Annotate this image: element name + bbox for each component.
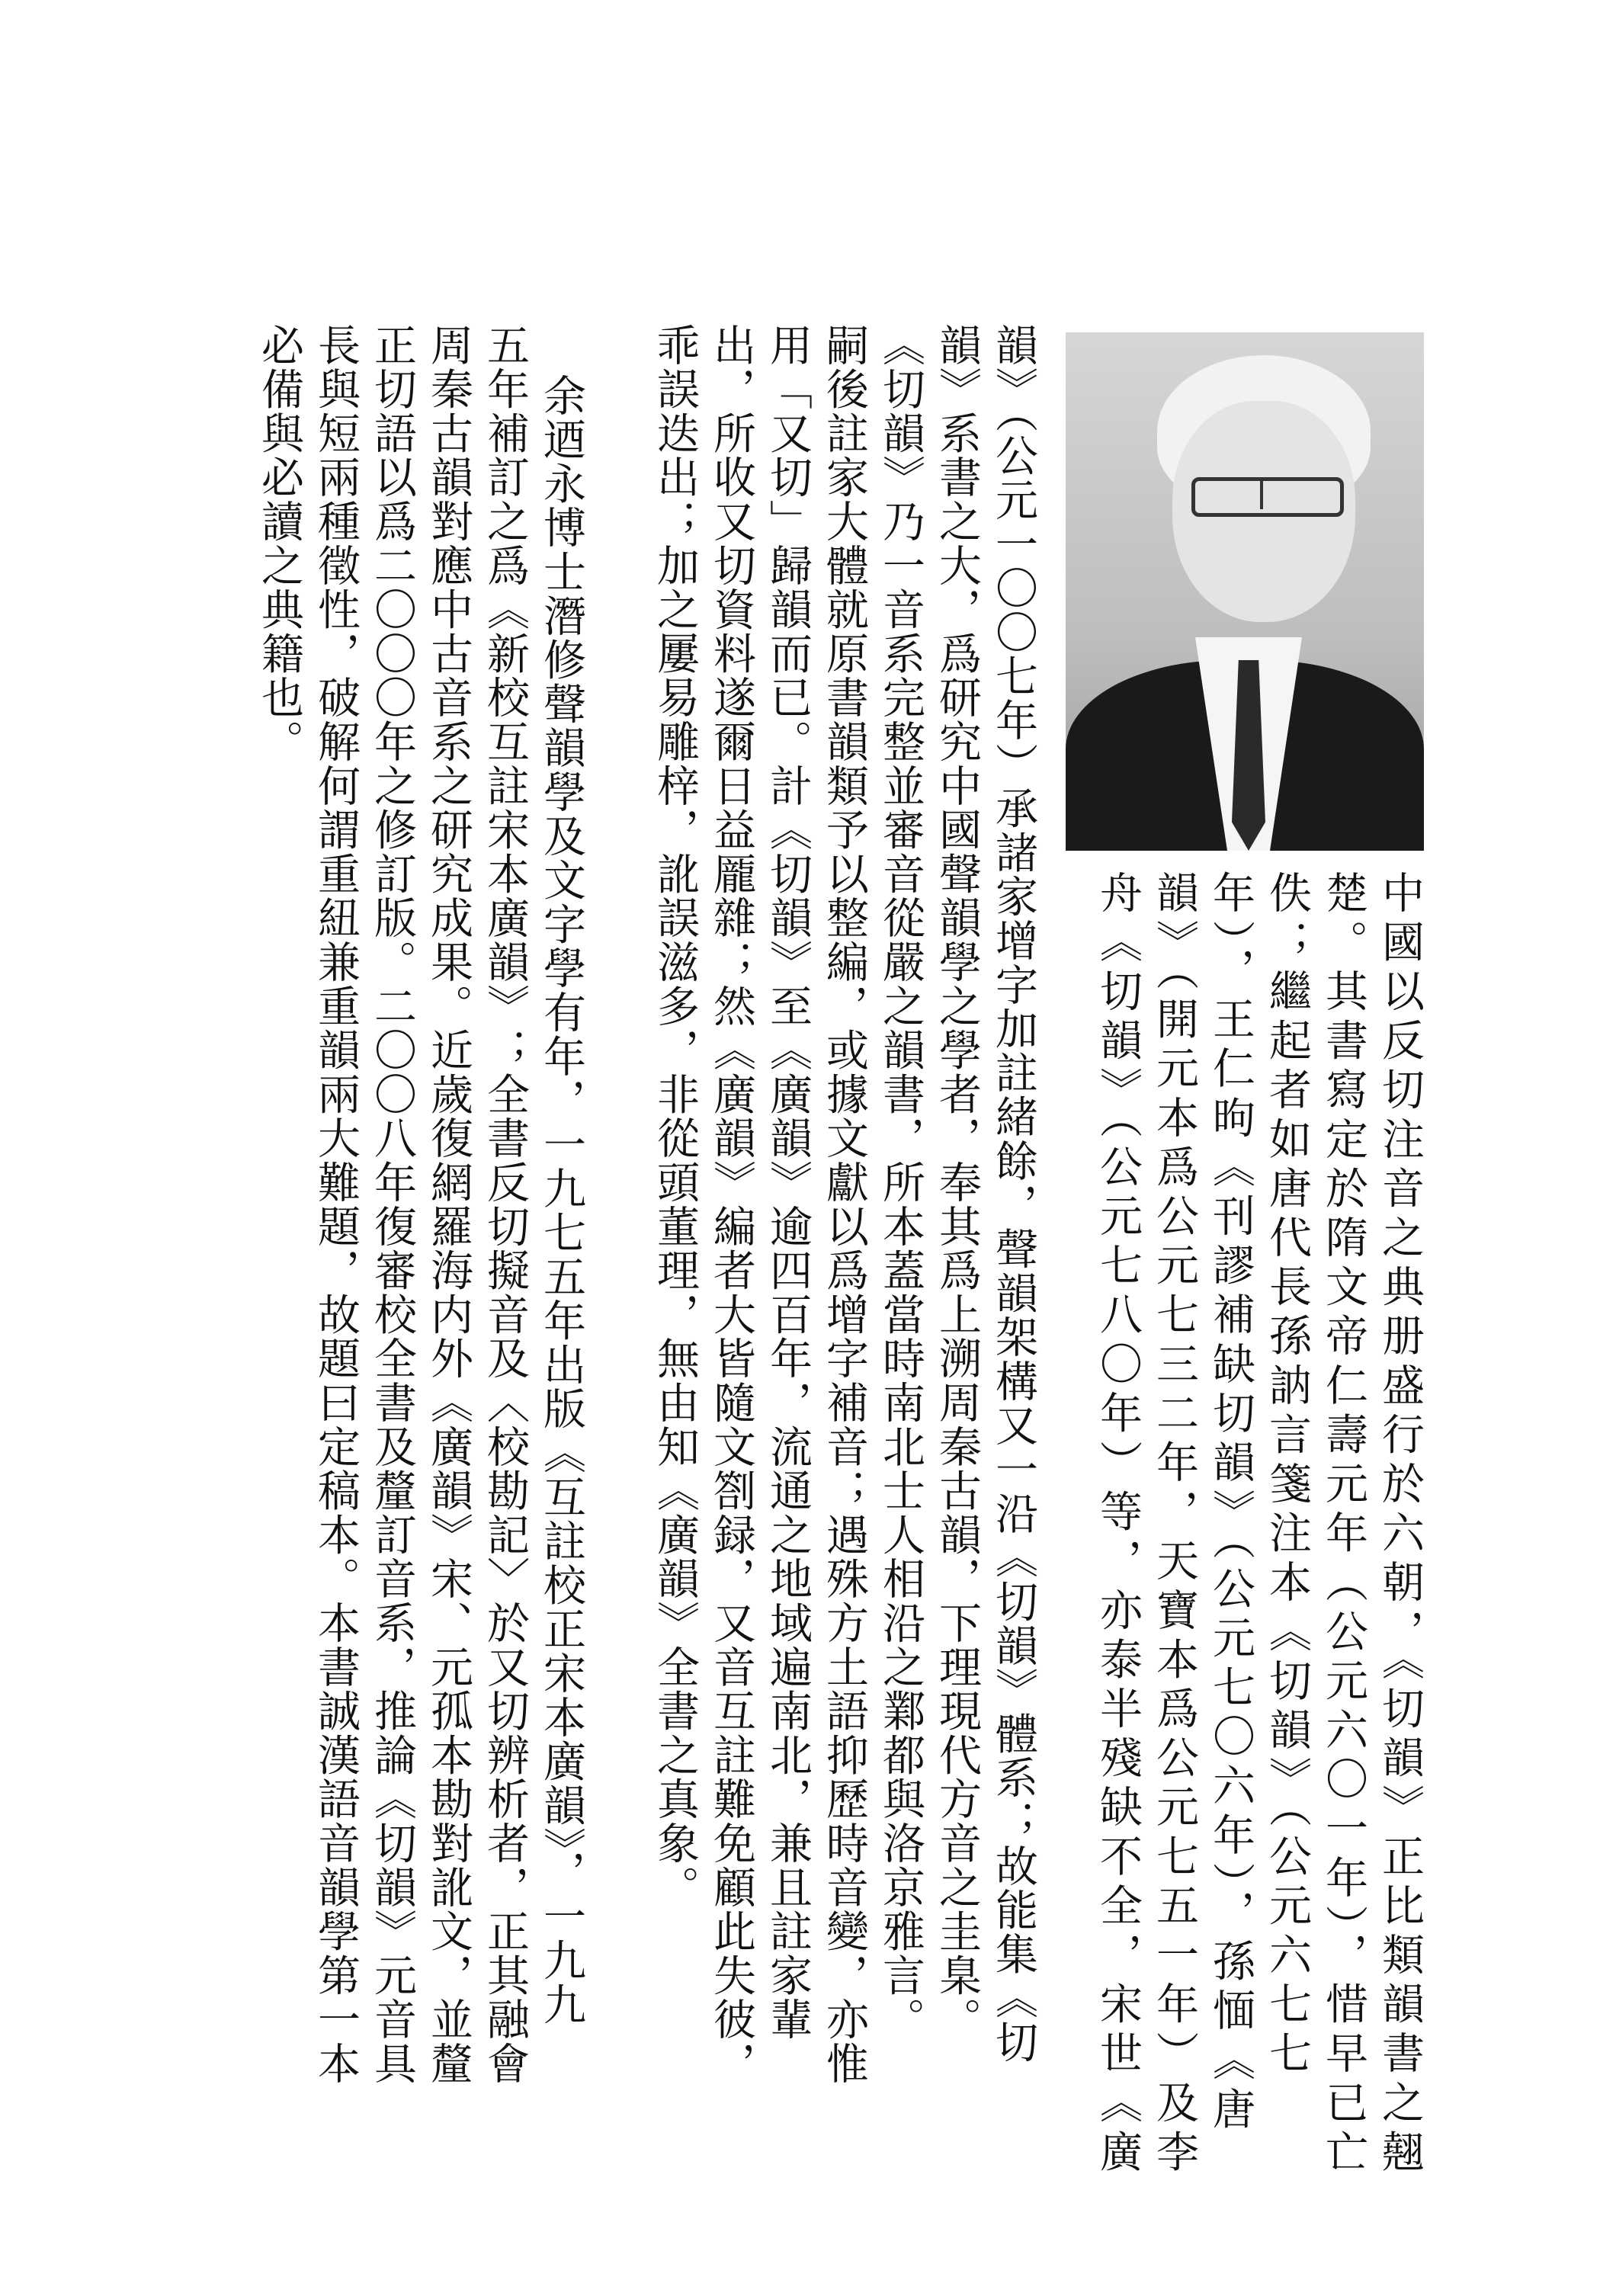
text-column-10: 嗣後註家大體就原書韻類予以整編，或據文獻以爲增字補音；遇殊方土語抑歷時音變，亦惟 bbox=[819, 323, 869, 2086]
text-column-12: 出，所收又切資料遂爾日益龎雜；然《廣韻》編者大皆隨文劄録，又音互註難免顧此失彼， bbox=[707, 323, 756, 2086]
text-column-5: 韻》（開元本爲公元七三二年，天寶本爲公元七五一年）及李 bbox=[1149, 871, 1199, 2179]
text-column-9: 《切韻》乃一音系完整並審音從嚴之韻書，所本蓋當時南北士人相沿之鄴都與洛京雅言。 bbox=[876, 323, 925, 2042]
text-column-16: 周秦古韻對應中古音系之研究成果。近歲復網羅海内外《廣韻》宋、元孤本勘對訛文，並釐 bbox=[424, 323, 473, 2086]
text-column-19: 必備與必讀之典籍也。 bbox=[255, 323, 304, 764]
text-column-17: 正切語以爲二〇〇〇年之修訂版。二〇〇八年復審校全書及釐訂音系，推論《切韻》元音具 bbox=[367, 323, 417, 2086]
text-column-15: 五年補訂之爲《新校互註宋本廣韻》；全書反切擬音及〈校勘記〉於又切辨析者，正其融會 bbox=[480, 323, 530, 2086]
text-column-18: 長與短兩種徵性，破解何謂重紐兼重韻兩大難題，故題曰定稿本。本書誠漢語音韻學第一本 bbox=[311, 323, 361, 2086]
text-column-11: 用「又切」歸韻而已。計《切韻》至《廣韻》逾四百年，流通之地域遍南北，兼且註家輩 bbox=[763, 323, 813, 2042]
text-column-3: 佚；繼起者如唐代長孫訥言箋注本《切韻》（公元六七七 bbox=[1262, 871, 1312, 2080]
text-column-4: 年），王仁昫《刊謬補缺切韻》（公元七〇六年），孫愐《唐 bbox=[1206, 871, 1255, 2137]
text-column-13: 乖誤迭出；加之屢易雕梓，訛誤滋多，非從頭董理，無由知《廣韻》全書之真象。 bbox=[650, 323, 700, 1910]
text-column-7: 韻》（公元一〇〇七年）承諸家增字加註緒餘，聲韻架構又一沿《切韻》體系；故能集《切 bbox=[989, 323, 1038, 2064]
text-column-1: 中國以反切注音之典册盛行於六朝，《切韻》正比類韻書之翹 bbox=[1375, 871, 1425, 2179]
text-column-2: 楚。其書寫定於隋文帝仁壽元年（公元六〇一年），惜早已亡 bbox=[1319, 871, 1368, 2179]
text-column-8: 韻》系書之大，爲研究中國聲韻學之學者，奉其爲上溯周秦古韻，下理現代方音之圭臬。 bbox=[932, 323, 982, 2042]
author-photo bbox=[1066, 332, 1424, 851]
text-column-6: 舟《切韻》（公元七八〇年）等，亦泰半殘缺不全，宋世《廣 bbox=[1093, 871, 1143, 2179]
text-column-14: 余迺永博士潛修聲韻學及文字學有年，一九七五年出版《互註校正宋本廣韻》，一九九 bbox=[537, 374, 586, 2027]
